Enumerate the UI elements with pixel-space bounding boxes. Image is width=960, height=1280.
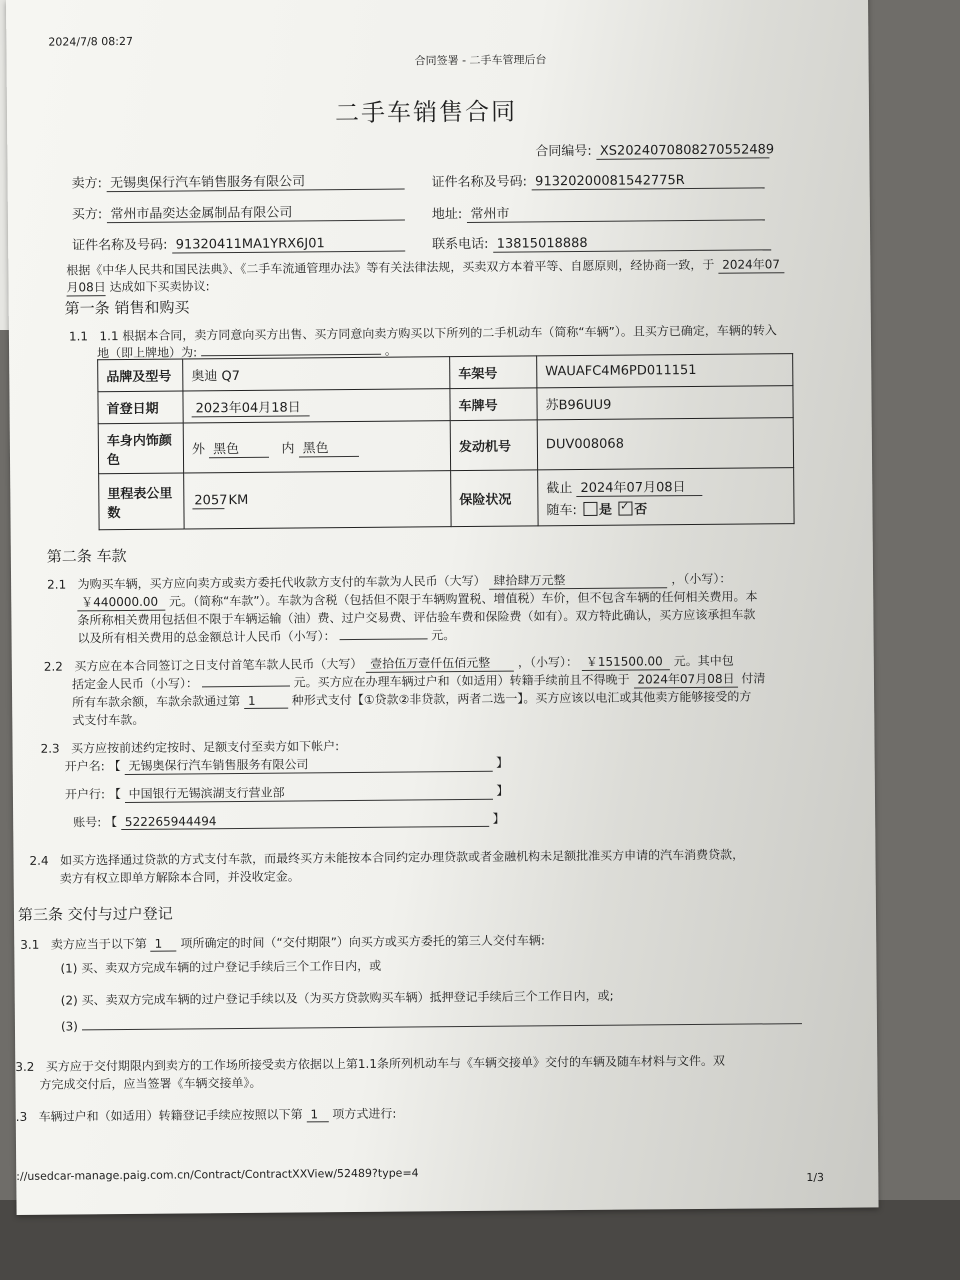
seller-id-row: 证件名称及号码: 91320200081542775R [432, 168, 765, 191]
color-cell: 外 黑色 内 黑色 [183, 421, 450, 473]
section1-title: 第一条 销售和购买 [64, 298, 190, 318]
clause-2-2-line1: 2.2 买方应在本合同签订之日支付首笔车款人民币（大写） 壹拾伍万壹仟伍佰元整 ，（小写）： ￥151500.00 元。其中包 [43, 653, 734, 674]
section1-clause-cont: 地（即上牌地）为: 。 [97, 343, 397, 361]
section3-title: 第三条 交付与过户登记 [17, 904, 173, 924]
phone-row: 联系电话: 13815018888 [432, 230, 771, 253]
system-name: 合同签署 - 二手车管理后台 [414, 53, 547, 68]
exterior-color: 黑色 [209, 437, 269, 458]
address-row: 地址: 常州市 [432, 200, 765, 223]
clause-2-3: 2.3 买方应按前述约定按时、足额支付至卖方如下帐户: [40, 739, 340, 756]
page-number: 1/3 [806, 1170, 825, 1185]
brand-value: 奥迪 Q7 [183, 357, 450, 391]
engine-value: DUV008068 [537, 418, 793, 470]
clause-2-2-line2: 括定金人民币（小写）： 元。买方应在办理车辆过户和（如适用）转籍手续前且不得晚于 2024年07月08日 付清 [71, 671, 766, 692]
contract-number: 合同编号: XS2024070808270552489 [535, 142, 775, 160]
engine-label: 发动机号 [450, 420, 537, 471]
section1-clause: 1.1 1.1 根据本合同，卖方同意向买方出售、买方同意向卖方购买以下所列的二手机动车（简称“车辆”）。且买方已确定，车辆的转入 [68, 323, 777, 344]
insurance-cell: 截止 2024年07月08日 随车: 是 ✓ 否 [538, 468, 794, 526]
checkbox-no [618, 502, 632, 516]
page-title: 二手车销售合同 [334, 97, 518, 128]
clause-2-1-line3: 条所称相关费用包括但不限于车辆运输（油）费、过户交易费、评估验车费和保险费（如有）。双方特此确认，买方应该承担车款 [77, 607, 756, 628]
reg-date-cell [183, 389, 450, 423]
preamble-line1: 根据《中华人民共和国民法典》、《二手车流通管理办法》等有关法律法规，买卖双方本着平等、自愿原则，经协商一致，于 2024年07 [66, 255, 784, 279]
print-datetime: 2024/7/8 08:27 [48, 34, 134, 49]
clause-3-1: 3.1 卖方应当于以下第 1 项所确定的时间（“交付期限”）向买方或买方委托的第三人交付车辆: [20, 933, 545, 952]
clause-2-1-line2: ￥440000.00 元。（简称“车款”）。车款为含税（包括但不限于车辆购置税、增值税）车价，但不包含车辆的任何相关费用。本 [77, 587, 757, 611]
mileage-cell: 2057 KM [184, 471, 451, 529]
mileage-label: 里程表公里数 [99, 473, 184, 530]
section2-title: 第二条 车款 [46, 546, 127, 566]
account-number-row: 账号: 【 522265944494 】 [73, 811, 505, 830]
buyer-row: 买方: 常州市晶奕达金属制品有限公司 [72, 201, 405, 224]
bank-row: 开户行: 【 中国银行无锡滨湖支行营业部 】 [64, 783, 509, 802]
vin-label: 车架号 [450, 356, 537, 389]
clause-2-4-line1: 2.4 如买方选择通过贷款的方式支付车款，而最终买方未能按本合同约定办理贷款或者金融机构未足额批准买方申请的汽车消费贷款， [29, 847, 745, 868]
interior-color: 黑色 [299, 436, 359, 457]
account-name-row: 开户名: 【 无锡奥保行汽车销售服务有限公司 】 [64, 755, 509, 774]
reg-date-label: 首登日期 [98, 391, 183, 424]
plate-value: 苏B96UU9 [537, 386, 793, 420]
footer-url: ://usedcar-manage.paig.com.cn/Contract/ContractXXView/52489?type=4 [16, 1166, 419, 1183]
seller-row: 卖方: 无锡奥保行汽车销售服务有限公司 [72, 170, 405, 193]
insurance-until: 2024年07月08日 [576, 476, 702, 497]
checkbox-yes [583, 502, 597, 516]
clause-3-3: .3 车辆过户和（如适用）转籍登记手续应按照以下第 1 项方式进行: [15, 1106, 397, 1124]
reg-date-value: 2023年04月18日 [191, 396, 309, 417]
color-label: 车身内饰颜色 [98, 423, 183, 474]
brand-label: 品牌及型号 [98, 359, 183, 392]
clause-2-2-line4: 式支付车款。 [72, 712, 145, 728]
clause-3-2-line2: 方完成交付后，应当签署《车辆交接单》。 [39, 1075, 262, 1092]
buyer-id-row: 证件名称及号码: 91320411MA1YRX6J01 [72, 232, 405, 255]
clause-2-2-line3: 所有车款余额，车款余款通过第 1 种形式支付【①贷款②非贷款，两者二选一】。买方应该以电汇或其他卖方能够接受的方 [72, 689, 752, 710]
insurance-label: 保险状况 [451, 470, 538, 527]
vehicle-info-table [97, 353, 794, 530]
clause-2-1-line1: 2.1 为购买车辆，买方应向卖方或卖方委托代收款方支付的车款为人民币（大写） 肆拾肆万元整 ，（小写）： [47, 571, 732, 592]
clause-3-1-option3: (3) [61, 1013, 802, 1033]
contract-page [6, 0, 879, 1215]
clause-3-2-line1: 3.2 买方应于交付期限内到卖方的工作场所接受卖方依据以上第1.1条所列机动车与《车辆交接单》交付的车辆及随车材料与文件。双 [15, 1053, 725, 1074]
preamble-line2: 月08日 达成如下买卖协议: [66, 279, 210, 295]
clause-2-1-line4: 以及所有相关费用的总金额总计人民币（小写）： 元。 [77, 628, 456, 646]
vin-value: WAUAFC4M6PD011151 [537, 354, 793, 388]
plate-label: 车牌号 [450, 388, 537, 421]
clause-2-4-line2: 卖方有权立即单方解除本合同，并没收定金。 [59, 869, 300, 886]
clause-3-1-option1: (1) 买、卖双方完成车辆的过户登记手续后三个工作日内，或 [60, 958, 382, 976]
clause-3-1-option2: (2) 买、卖双方完成车辆的过户登记手续以及（为买方贷款购买车辆）抵押登记手续后三个工作日内，或; [60, 988, 614, 1008]
mileage-value: 2057 [194, 492, 228, 508]
